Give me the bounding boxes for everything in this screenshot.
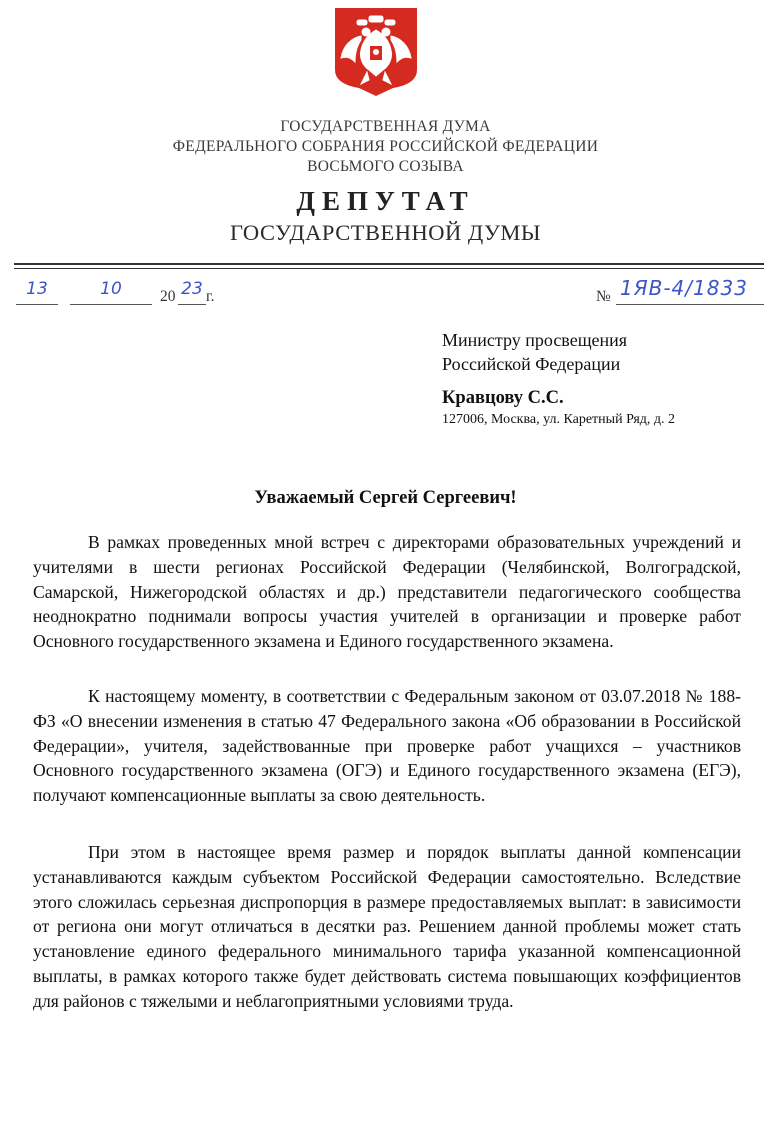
date-year-underline (178, 304, 206, 305)
date-month: 10 (100, 279, 122, 299)
date-day-underline (16, 304, 58, 305)
letterhead-title: ДЕПУТАТ (296, 186, 475, 216)
date-year-suffix: 23 (181, 279, 203, 299)
addressee-country: Российской Федерации (442, 354, 621, 374)
coat-of-arms-icon (333, 6, 419, 96)
date-year-prefix: 20 (160, 288, 176, 305)
date-unit: г. (206, 288, 215, 305)
org-line-convocation: ВОСЬМОГО СОЗЫВА (307, 158, 464, 175)
number-label: № (596, 288, 611, 305)
addressee-position: Министру просвещения (442, 330, 628, 350)
date-month-underline (70, 304, 152, 305)
letterhead-subtitle: ГОСУДАРСТВЕННОЙ ДУМЫ (229, 220, 542, 245)
date-day: 13 (26, 279, 48, 299)
body-paragraph-1: В рамках проведенных мной встреч с директорами образовательных учреждений и учителями в шести регионах Российской Федерации (Челябинской, Волгоградской, Самарской, Нижегородской областях и др.) представители педагогического сообщества неоднократно поднимали вопросы участия учителей в организации и проверке работ Основного государственного экзамена и Единого государственного экзамена. (33, 532, 741, 652)
addressee-address: 127006, Москва, ул. Каретный Ряд, д. 2 (442, 412, 676, 427)
document-number: 1ЯВ-4/1833 (620, 276, 748, 300)
addressee-name: Кравцову С.С. (442, 388, 564, 408)
body-paragraph-3: При этом в настоящее время размер и порядок выплаты данной компенсации устанавливаются каждым субъектом Российской Федерации самостоятельно. Вследствие этого сложилась серьезная диспропорция в размере предоставляемых выплат: в зависимости от региона они могут отличаться в десятки раз. Решением данной проблемы может стать установление единого федерального минимального тарифа указанной компенсационной выплаты, в рамках которого также будет действовать система повышающих коэффициентов для районов с тяжелыми и неблагоприятными условиями труда. (33, 842, 741, 1011)
org-line-federal-assembly: ФЕДЕРАЛЬНОГО СОБРАНИЯ РОССИЙСКОЙ ФЕДЕРАЦИИ (172, 138, 599, 155)
number-underline (616, 304, 764, 305)
org-line-duma: ГОСУДАРСТВЕННАЯ ДУМА (280, 118, 491, 135)
header-divider-thin (14, 268, 764, 269)
header-divider-thick (14, 263, 764, 265)
letter-greeting: Уважаемый Сергей Сергеевич! (254, 488, 517, 508)
body-paragraph-2: К настоящему моменту, в соответствии с Федеральным законом от 03.07.2018 № 188-ФЗ «О внесении изменения в статью 47 Федерального закона «Об образовании в Российской Федерации», учителя, задействованные при проверке работ учащихся – участников Основного государственного экзамена (ОГЭ) и Единого государственного экзамена (ЕГЭ), получают компенсационные выплаты за свою деятельность. (33, 686, 741, 806)
